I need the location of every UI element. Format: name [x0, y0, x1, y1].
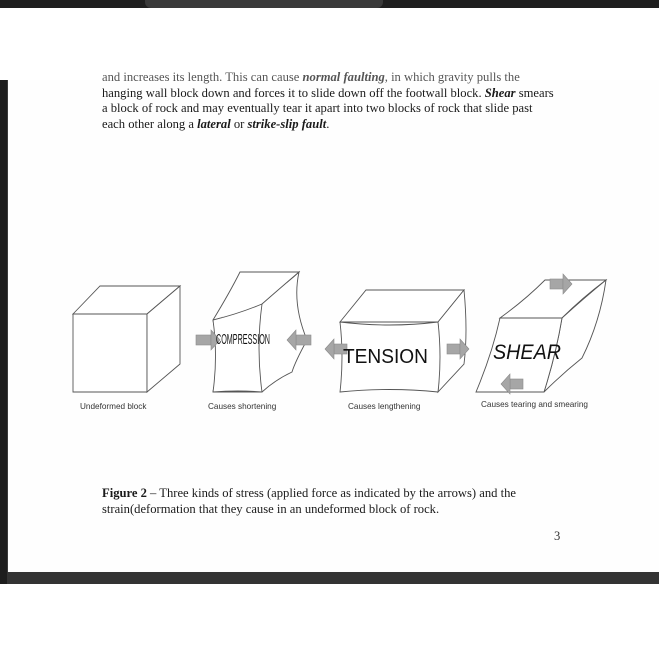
term-strike-slip: strike-slip fault	[247, 116, 327, 131]
page-bottom-edge	[7, 572, 659, 584]
term-lateral: lateral	[197, 116, 231, 131]
paragraph-line: hanging wall block down and forces it to slide down off the footwall block.	[102, 85, 485, 100]
term-shear: Shear	[484, 85, 516, 100]
tearing-label: Causes tearing and smearing	[481, 400, 588, 409]
undeformed-block	[73, 286, 180, 392]
paragraph-line: a block of rock and may eventually tear it apart into two blocks of rock that slide past	[102, 101, 533, 115]
caption-text: – Three kinds of stress (applied force as indicated by the arrows) and the strain(deformation that they cause in an undeformed block of rock.	[102, 486, 516, 516]
caption-label: Figure 2	[102, 486, 147, 500]
shortening-label: Causes shortening	[208, 402, 277, 411]
paragraph-line-cut: and increases its length. This can cause normal faulting, in which gravity pulls the	[102, 70, 520, 84]
page-number: 3	[554, 529, 561, 543]
tension-word: TENSION	[343, 346, 428, 368]
stress-figure	[60, 262, 620, 422]
compression-word: COMPRESSION	[216, 331, 270, 348]
paragraph-line: each other along a	[102, 116, 198, 131]
figure-caption	[102, 486, 572, 517]
lengthening-label: Causes lengthening	[348, 402, 421, 411]
browser-tab[interactable]	[145, 0, 383, 8]
undeformed-label: Undeformed block	[80, 402, 147, 411]
tension-block	[340, 290, 466, 392]
stress-diagram	[60, 262, 620, 422]
shear-block	[476, 280, 606, 392]
viewer-left-edge	[0, 80, 7, 584]
shear-word: SHEAR	[493, 341, 561, 364]
body-paragraph: and increases its length. This can cause normal faulting, in which gravity pulls the hanging wall block down and forces it to slide down off the footwall block. Shear smears a block of rock and may eventually tear it apart into two blocks of rock that slide past each other along a lateral or strike-slip fault.	[102, 70, 554, 131]
